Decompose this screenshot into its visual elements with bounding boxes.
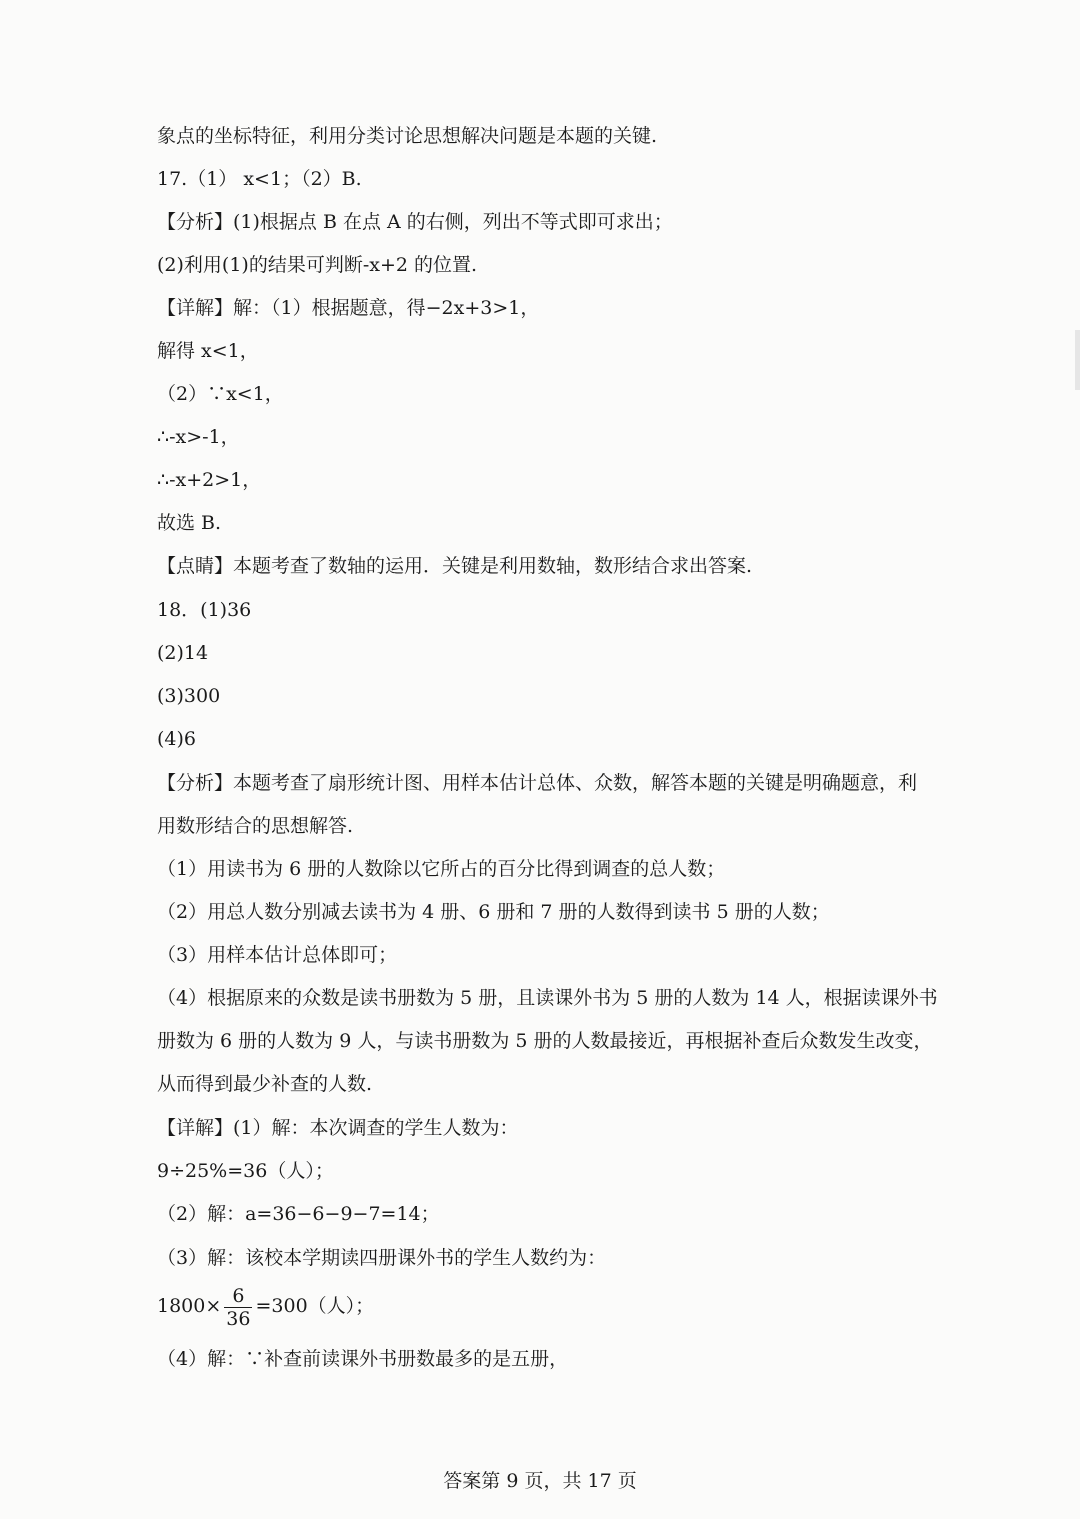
text-line: 从而得到最少补查的人数. <box>157 1073 373 1095</box>
text-line: （4）根据原来的众数是读书册数为 5 册，且读课外书为 5 册的人数为 14 人，根据读课外书 <box>157 987 938 1009</box>
answer-18: 18．(1)36 <box>157 599 252 621</box>
text-line: （2）解：a=36−6−9−7=14； <box>157 1203 440 1225</box>
text-line: (3)300 <box>157 685 221 707</box>
formula-prefix: 1800× <box>157 1295 222 1317</box>
solution-17: 【详解】解：（1）根据题意，得−2x+3>1， <box>157 297 540 319</box>
text-line: ∴-x>-1， <box>157 426 240 448</box>
text-line: (2)14 <box>157 642 209 664</box>
text-line: （2）用总人数分别减去读书为 4 册、6 册和 7 册的人数得到读书 5 册的人数； <box>157 901 830 923</box>
text-line: ∴-x+2>1， <box>157 469 262 491</box>
answer-17: 17.（1） x<1；（2）B. <box>157 168 362 190</box>
text-line: 册数为 6 册的人数为 9 人，与读书册数为 5 册的人数最接近，再根据补查后众数发生改变， <box>157 1030 933 1052</box>
page-footer: 答案第 9 页，共 17 页 <box>443 1470 637 1492</box>
text-line: （4）解：∵补查前读课外书册数最多的是五册， <box>157 1348 569 1370</box>
text-line: 用数形结合的思想解答. <box>157 815 354 837</box>
text-line: （2）∵x<1， <box>157 383 284 405</box>
text-line: （3）解：该校本学期读四册课外书的学生人数约为： <box>157 1247 607 1269</box>
text-line: 故选 B. <box>157 512 222 534</box>
comment-17: 【点睛】本题考查了数轴的运用．关键是利用数轴，数形结合求出答案. <box>157 555 753 577</box>
text-line: 象点的坐标特征，利用分类讨论思想解决问题是本题的关键. <box>157 125 658 147</box>
fraction-numerator: 6 <box>224 1285 252 1308</box>
solution-18: 【详解】(1）解：本次调查的学生人数为： <box>157 1117 519 1139</box>
text-line: （3）用样本估计总体即可； <box>157 944 398 966</box>
scan-edge-mark <box>1075 330 1080 390</box>
formula-suffix: =300（人）； <box>255 1295 375 1317</box>
text-line: 9÷25%=36（人）； <box>157 1160 334 1182</box>
analysis-18: 【分析】本题考查了扇形统计图、用样本估计总体、众数，解答本题的关键是明确题意，利 <box>157 772 918 794</box>
text-line: （1）用读书为 6 册的人数除以它所占的百分比得到调查的总人数； <box>157 858 726 880</box>
fraction-denominator: 36 <box>226 1307 251 1330</box>
text-line: (2)利用(1)的结果可判断-x+2 的位置. <box>157 254 478 276</box>
fraction <box>224 1285 252 1330</box>
text-line: 解得 x<1， <box>157 340 259 362</box>
analysis-17: 【分析】(1)根据点 B 在点 A 的右侧，列出不等式即可求出； <box>157 211 673 233</box>
fraction-formula <box>157 1282 970 1330</box>
text-line: (4)6 <box>157 728 197 750</box>
